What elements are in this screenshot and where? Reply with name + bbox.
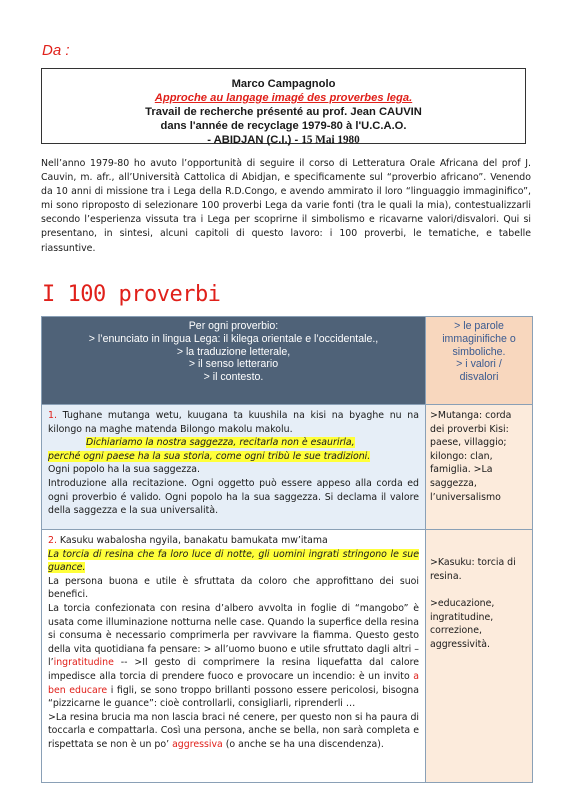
intro-paragraph: Nell’anno 1979-80 ho avuto l’opportunità di seguire il corso di Letteratura Orale Africana del prof J. Cauvin, m. afr., all’Università Cattolica di Abidjan, e specificamente sul “proverbio africano”. Venendo da 10 anni di missione tra i Lega della R.D.Congo, e avendo ammirato il loro “linguaggio immaginifico”, mi sono riproposto di selezionare 100 proverbi Lega da varie fonti (tra le quali la mia), contestualizzarli secondo l’esperienza vissuta tra i Lega per scoprirne il simbolismo e ricavarne valori/disvalori. Qui si presentano, in sintesi, alcuni capitoli di questo lavoro: i 100 proverbi, le tematiche, e tabelle riassuntive. <box>41 158 531 254</box>
translation-highlight: La torcia di resina che fa loro luce di notte, gli uomini ingrati stringono le sue guance. <box>48 548 419 574</box>
spacer <box>430 583 528 597</box>
table-row <box>42 405 533 530</box>
literal-meaning: Ogni popolo ha la sua saggezza. <box>48 464 200 476</box>
proverb-number: 2. <box>48 535 57 546</box>
proverb-1-cell <box>42 405 426 530</box>
header-right-line: > le parole <box>454 320 504 332</box>
keyword-ingratitudine: ingratitudine <box>53 657 114 669</box>
reference-place: - ABIDJAN (C.I.) - <box>207 134 302 146</box>
header-left-line: > la traduzione letterale, <box>176 345 291 358</box>
reference-title: Approche au langage imagé des proverbes lega. <box>154 92 413 104</box>
context-part: >La resina brucia ma non lascia braci né cenere, per questo non si ha paura di toccarla e compattarla. Così una persona, anche se bella, non sarà completa e rispettata se non è un po’ <box>48 711 419 750</box>
keywords-2-cell <box>426 530 533 783</box>
reference-author: Marco Campagnolo <box>231 78 336 90</box>
table-header-row <box>42 317 533 405</box>
proverb-number: 1. <box>48 410 57 421</box>
keywords-text: >Kasuku: torcia di resina. <box>430 557 516 582</box>
reference-box <box>41 68 526 144</box>
literal-meaning: La persona buona e utile è sfruttata da coloro che approfittano dei suoi benefici. <box>48 575 419 601</box>
context-part: i figli, se sono troppo brillanti possono essere pericolosi, bisogna “pizzicarne le guance”: cioè controllarli, consigliarli, riprenderli … <box>48 684 419 710</box>
reference-place-date <box>42 133 525 147</box>
header-left-cell <box>42 317 426 405</box>
translation-line <box>48 548 419 575</box>
proverb-1-text <box>48 409 419 436</box>
section-title: I 100 proverbi <box>42 282 221 307</box>
context-text: Introduzione alla recitazione. Ogni oggetto può essere appeso alla corda ed ogni proverbio é valido. Ogni popolo ha la sua saggezza. Si declama il valore della saggezza e la sua universalità. <box>48 477 419 517</box>
context-text <box>48 711 419 752</box>
proverbs-table <box>41 316 533 783</box>
proverb-2-cell <box>42 530 426 783</box>
header-left-line: > il senso letterario <box>188 358 279 371</box>
context-part: -- >Il gesto di comprimere la resina liquefatta dal calore impedisce alla torcia di prendere fuoco e provocare un incendio: è un invito <box>48 657 419 682</box>
translation-line <box>48 436 419 450</box>
context-text <box>48 602 419 711</box>
header-right-line: simboliche. <box>452 345 506 358</box>
header-right-line: > i valori / <box>456 358 502 371</box>
header-left-line: Per ogni proverbio: <box>188 320 279 332</box>
header-right-line: disvalori <box>459 371 499 384</box>
translation-highlight: Dichiariamo la nostra saggezza, recitarla non è esaurirla, <box>86 437 355 449</box>
table-row <box>42 530 533 783</box>
keyword-educare: a ben educare <box>48 670 419 696</box>
reference-date: 15 Mai 1980 <box>301 134 360 146</box>
translation-line <box>48 450 419 464</box>
keywords-1-cell <box>426 405 533 530</box>
header-left-line: > l’enunciato in lingua Lega: il kilega orientale e l’occidentale., <box>88 332 379 345</box>
spacer <box>430 534 528 556</box>
proverb-lega: Tughane mutanga wetu, kuugana ta kuushila na kisi na byaghe nu na kilongo na maghe matenda Bilongo makolu makolu. <box>48 410 419 435</box>
proverb-lega: Kasuku wabalosha ngyila, banakatu bamukata mw’itama <box>56 535 328 546</box>
context-part: (o anche se ha una discendenza). <box>222 738 384 750</box>
keyword-aggressiva: aggressiva <box>172 738 223 750</box>
header-left-line: > il contesto. <box>203 371 264 384</box>
header-right-line: immaginifiche o <box>442 332 516 345</box>
source-label: Da : <box>42 42 70 59</box>
header-right-cell <box>426 317 533 405</box>
reference-line-1: Travail de recherche présenté au prof. Jean CAUVIN <box>145 106 422 118</box>
translation-highlight: perché ogni paese ha la sua storia, come ogni tribù le sue tradizioni. <box>48 450 371 462</box>
keywords-text: >educazione, ingratitudine, correzione, aggressività. <box>430 598 495 650</box>
context-part: La torcia confezionata con resina d’albero avvolta in foglie di “mangobo” è usata come illuminazione notturna nelle case. Quando la superfice della resina si consuma è necessario comprimerla per ravvivare la fiamma. Questo gesto della vita quotidiana fa pensare: > all’uomo buono e utile sfruttato dagli altri – l’ <box>48 602 419 669</box>
proverb-2-text <box>48 534 419 548</box>
keywords-text: >Mutanga: corda dei proverbi Kisi: paese, villaggio; kilongo: clan, famiglia. >La saggezza, l’universalismo <box>430 410 512 503</box>
reference-line-2: dans l'année de recyclage 1979-80 à l'U.C.A.O. <box>160 120 407 132</box>
